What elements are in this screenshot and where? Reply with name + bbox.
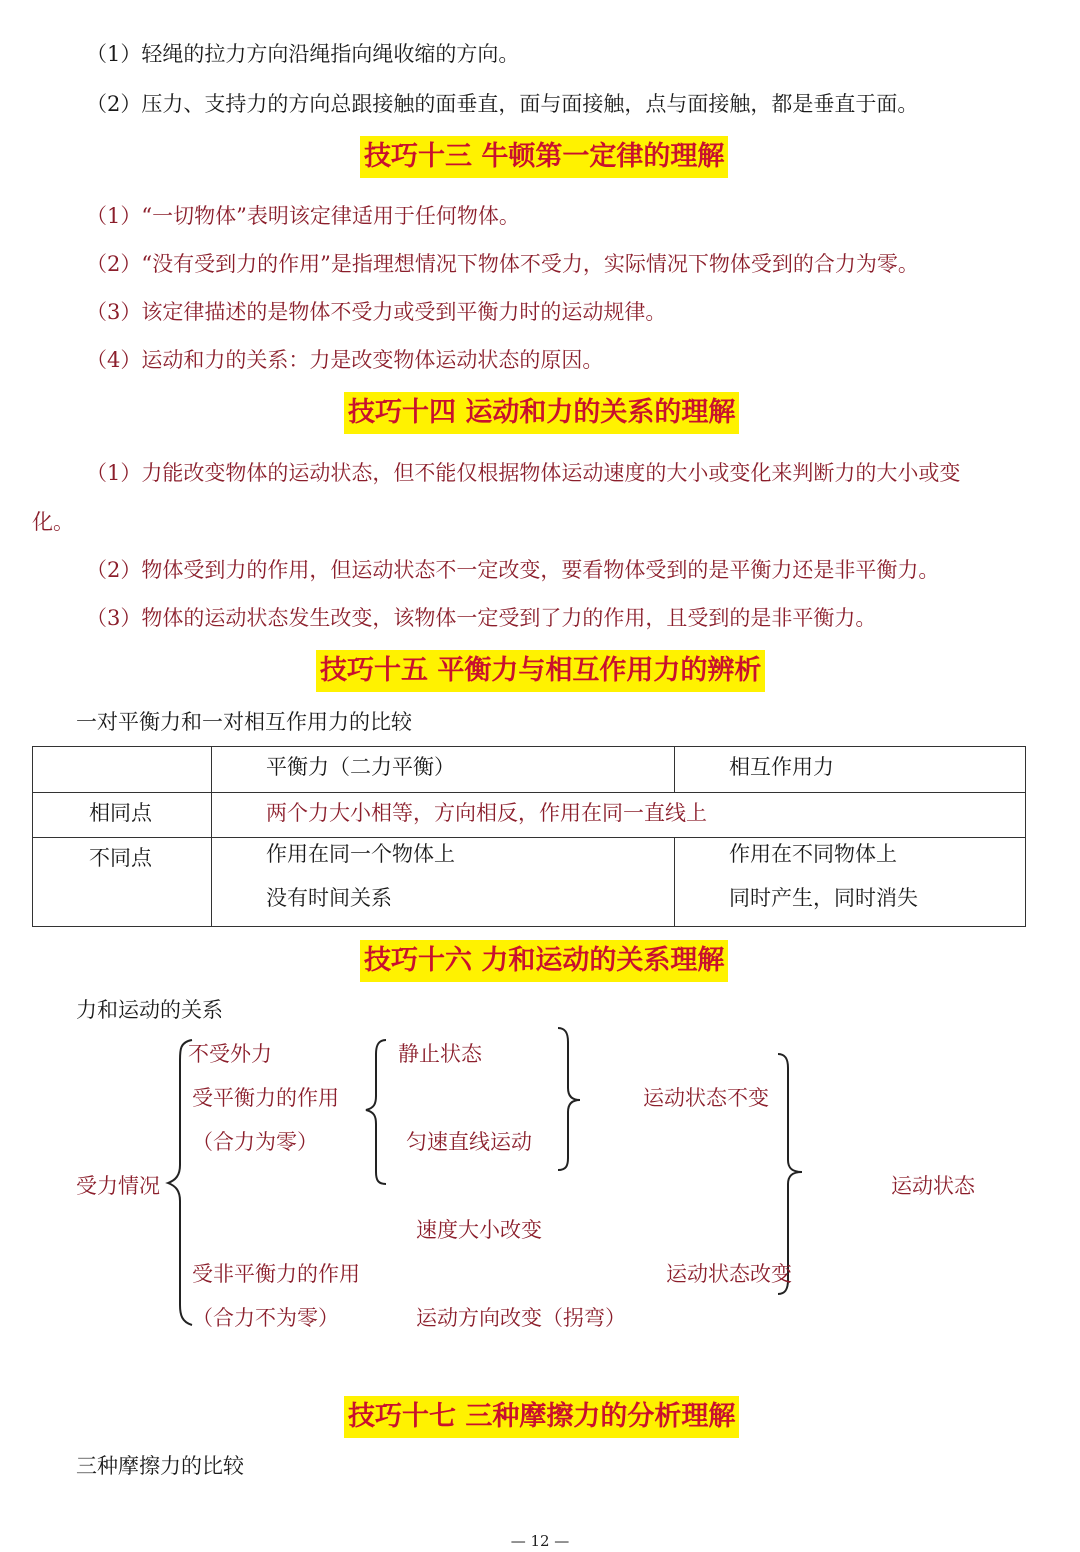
diagram-unbalanced-note: （合力不为零） [192, 1306, 339, 1330]
paragraph-pressure: （2）压力、支持力的方向总跟接触的面垂直，面与面接触，点与面接触，都是垂直于面。 [86, 92, 919, 116]
diagram-direction-change: 运动方向改变（拐弯） [416, 1306, 626, 1330]
section-13-item-1: （1）“一切物体”表明该定律适用于任何物体。 [86, 204, 520, 228]
section-14-item-1-line-1: （1）力能改变物体的运动状态，但不能仅根据物体运动速度的大小或变化来判断力的大小或变 [86, 461, 961, 485]
table-label-same: 相同点 [33, 793, 212, 838]
diagram-speed-change: 速度大小改变 [416, 1218, 542, 1242]
section-17-heading: 技巧十七 三种摩擦力的分析理解 [344, 1396, 739, 1438]
diagram-balanced: 受平衡力的作用 [192, 1086, 339, 1110]
diagram-changed: 运动状态改变 [666, 1262, 792, 1286]
section-14-item-1-line-2: 化。 [32, 510, 74, 534]
brace-balanced-result [558, 1028, 580, 1170]
section-16-heading: 技巧十六 力和运动的关系理解 [360, 940, 728, 982]
paragraph-tension: （1）轻绳的拉力方向沿绳指向绳收缩的方向。 [86, 42, 520, 66]
brace-balanced [366, 1040, 386, 1184]
section-13-item-3: （3）该定律描述的是物体不受力或受到平衡力时的运动规律。 [86, 300, 667, 324]
section-14-item-3: （3）物体的运动状态发生改变，该物体一定受到了力的作用，且受到的是非平衡力。 [86, 606, 877, 630]
section-16-intro: 力和运动的关系 [76, 998, 223, 1022]
section-13-heading: 技巧十三 牛顿第一定律的理解 [360, 136, 728, 178]
section-15-heading: 技巧十五 平衡力与相互作用力的辨析 [316, 650, 765, 692]
diagram-root: 受力情况 [76, 1174, 160, 1198]
section-14-heading: 技巧十四 运动和力的关系的理解 [344, 392, 739, 434]
section-14-item-2: （2）物体受到力的作用，但运动状态不一定改变，要看物体受到的是平衡力还是非平衡力。 [86, 558, 940, 582]
table-cell-interaction-diff-line-1: 作用在不同物体上 [729, 842, 897, 866]
diagram-no-force: 不受外力 [188, 1042, 272, 1066]
table-cell-interaction-diff-line-2: 同时产生，同时消失 [729, 886, 918, 910]
diagram-result: 运动状态 [891, 1174, 975, 1198]
section-15-intro: 一对平衡力和一对相互作用力的比较 [76, 710, 412, 734]
page-number: — 12 — [510, 1532, 570, 1550]
diagram-balanced-note: （合力为零） [192, 1130, 318, 1154]
table-cell-balanced-diff-line-1: 作用在同一个物体上 [266, 842, 455, 866]
diagram-uniform: 匀速直线运动 [406, 1130, 532, 1154]
brace-root [168, 1040, 192, 1325]
table-label-different: 不同点 [33, 838, 212, 927]
section-17-intro: 三种摩擦力的比较 [76, 1454, 244, 1478]
section-13-item-4: （4）运动和力的关系：力是改变物体运动状态的原因。 [86, 348, 604, 372]
diagram-unchanged: 运动状态不变 [643, 1086, 769, 1110]
table-cell-balanced-diff-line-2: 没有时间关系 [266, 886, 392, 910]
table-header-balanced: 平衡力（二力平衡） [212, 747, 675, 793]
diagram-static: 静止状态 [398, 1042, 482, 1066]
table-header-interaction: 相互作用力 [675, 747, 1026, 793]
section-13-item-2: （2）“没有受到力的作用”是指理想情况下物体不受力，实际情况下物体受到的合力为零。 [86, 252, 919, 276]
diagram-unbalanced: 受非平衡力的作用 [192, 1262, 360, 1286]
table-cell-same: 两个力大小相等，方向相反，作用在同一直线上 [212, 793, 1026, 838]
